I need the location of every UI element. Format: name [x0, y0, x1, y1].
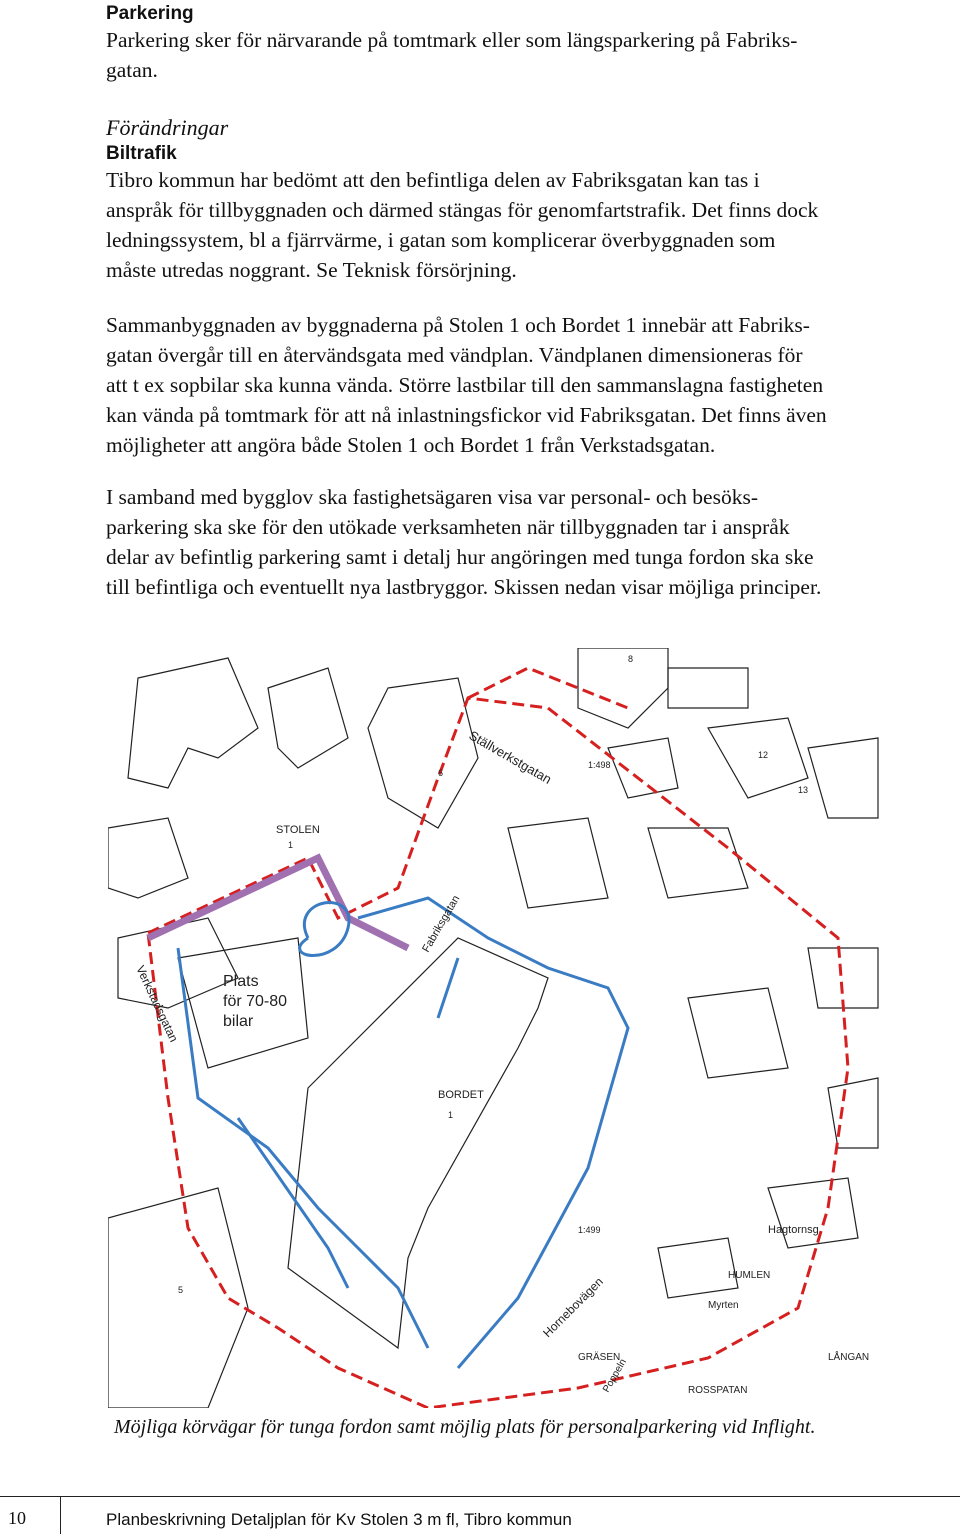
building-shape [658, 1238, 738, 1298]
truck-route-line [238, 1118, 348, 1288]
street-label-hagtornsg: Hagtornsg [768, 1224, 819, 1236]
lot-number: 6 [438, 768, 444, 778]
block-label-rosspatan: ROSSPATAN [688, 1385, 748, 1396]
building-shape [508, 818, 608, 908]
building-shape [608, 738, 678, 798]
plan-boundary-line [148, 698, 848, 1408]
street-label-verkstadsgatan: Verkstadsgatan [133, 963, 181, 1045]
building-shape [128, 658, 258, 788]
plan-boundary-line [468, 668, 628, 708]
text-line: Sammanbyggnaden av byggnaderna på Stolen 1 och Bordet 1 innebär att Fabriks- [106, 313, 810, 337]
subheading-biltrafik: Biltrafik [106, 143, 177, 164]
lot-number: 12 [758, 750, 769, 760]
building-shape [118, 918, 238, 1008]
street-label-myrten: Myrten [708, 1300, 739, 1311]
building-shape [688, 988, 788, 1078]
text-line: Parkering sker för närvarande på tomtmark eller som längsparkering på Fabriks- [106, 28, 798, 52]
section-heading-parkering: Parkering [106, 3, 194, 24]
text-line: Tibro kommun har bedömt att den befintliga delen av Fabriksgatan kan tas i [106, 168, 760, 192]
parkering-paragraph [106, 25, 956, 85]
building-shape [768, 1178, 858, 1248]
text-line: till befintliga och eventuellt nya lastbryggor. Skissen nedan visar möjliga principer. [106, 575, 822, 599]
parking-label-line1: Plats [223, 973, 259, 990]
building-shape [368, 678, 478, 828]
block-label-stolen: STOLEN [276, 824, 320, 836]
biltrafik-paragraph-1 [106, 165, 956, 285]
building-shape [108, 1188, 248, 1408]
text-line: gatan. [106, 58, 158, 82]
building-shape [578, 648, 668, 728]
street-label-stallverkstadsgatan: Ställverkstgatan [466, 727, 555, 787]
site-plan-svg [108, 648, 880, 1408]
lot-number: 13 [798, 785, 809, 795]
block-label-grasen: GRÄSEN [578, 1352, 621, 1363]
lot-number: 1 [288, 840, 294, 850]
lot-number: 5 [178, 1285, 184, 1295]
building-shape [648, 828, 748, 898]
footer-title: Planbeskrivning Detaljplan för Kv Stolen 3 m fl, Tibro kommun [106, 1510, 572, 1529]
section-heading-forandringar: Förändringar [106, 115, 229, 140]
truck-route-line [438, 958, 458, 1018]
parking-label-line3: bilar [223, 1013, 254, 1030]
text-line: måste utredas noggrant. Se Teknisk försörjning. [106, 258, 517, 282]
lot-number: 8 [628, 654, 634, 664]
biltrafik-paragraph-3 [106, 482, 956, 602]
text-line: parkering ska ske för den utökade verksamheten när tillbyggnaden tar i anspråk [106, 515, 790, 539]
footer-divider [60, 1496, 61, 1534]
building-shape [828, 1078, 878, 1148]
text-line: kan vända på tomtmark för att nå inlastningsfickor vid Fabriksgatan. Det finns även [106, 403, 827, 427]
building-bordet [288, 938, 548, 1348]
text-line: I samband med bygglov ska fastighetsägaren visa var personal- och besöks- [106, 485, 758, 509]
street-label-poppeln: Poppeln [601, 1357, 629, 1395]
building-shape [108, 818, 188, 898]
scale-label: 1:499 [578, 1225, 601, 1235]
text-line: delar av befintlig parkering samt i detalj hur angöringen med tunga fordon ska ske [106, 545, 814, 569]
parking-label-line2: för 70-80 [223, 993, 288, 1010]
block-label-humlen: HUMLEN [728, 1270, 771, 1281]
text-line: gatan övergår till en återvändsgata med vändplan. Vändplanen dimensioneras för [106, 343, 803, 367]
figure-caption: Möjliga körvägar för tunga fordon samt möjlig plats för personalparkering vid Inflight. [114, 1416, 816, 1438]
text-line: ledningssystem, bl a fjärrvärme, i gatan som komplicerar överbyggnaden som [106, 228, 776, 252]
text-line: att t ex sopbilar ska kunna vända. Större lastbilar till den sammanslagna fastigheten [106, 373, 824, 397]
street-label-fabriksgatan: Fabriksgatan [420, 893, 463, 955]
page-number: 10 [8, 1508, 26, 1528]
biltrafik-paragraph-2 [106, 310, 956, 460]
scale-label: 1:498 [588, 760, 611, 770]
building-shape [668, 668, 748, 708]
building-shape [808, 948, 878, 1008]
map-labels [133, 654, 869, 1396]
truck-route-line [178, 948, 428, 1348]
building-shape [268, 668, 348, 768]
footer-rule [0, 1496, 960, 1497]
block-label-langan: LÅNGAN [828, 1352, 870, 1363]
text-line: anspråk för tillbyggnaden och därmed stängas för genomfartstrafik. Det finns dock [106, 198, 819, 222]
block-label-bordet: BORDET [438, 1089, 484, 1101]
building-shape [808, 738, 878, 818]
street-label-hornebovagen: Hornebovägen [540, 1274, 606, 1341]
text-line: möjligheter att angöra både Stolen 1 och Bordet 1 från Verkstadsgatan. [106, 433, 716, 457]
site-plan-map [108, 648, 880, 1408]
block-number-bordet: 1 [448, 1110, 454, 1120]
